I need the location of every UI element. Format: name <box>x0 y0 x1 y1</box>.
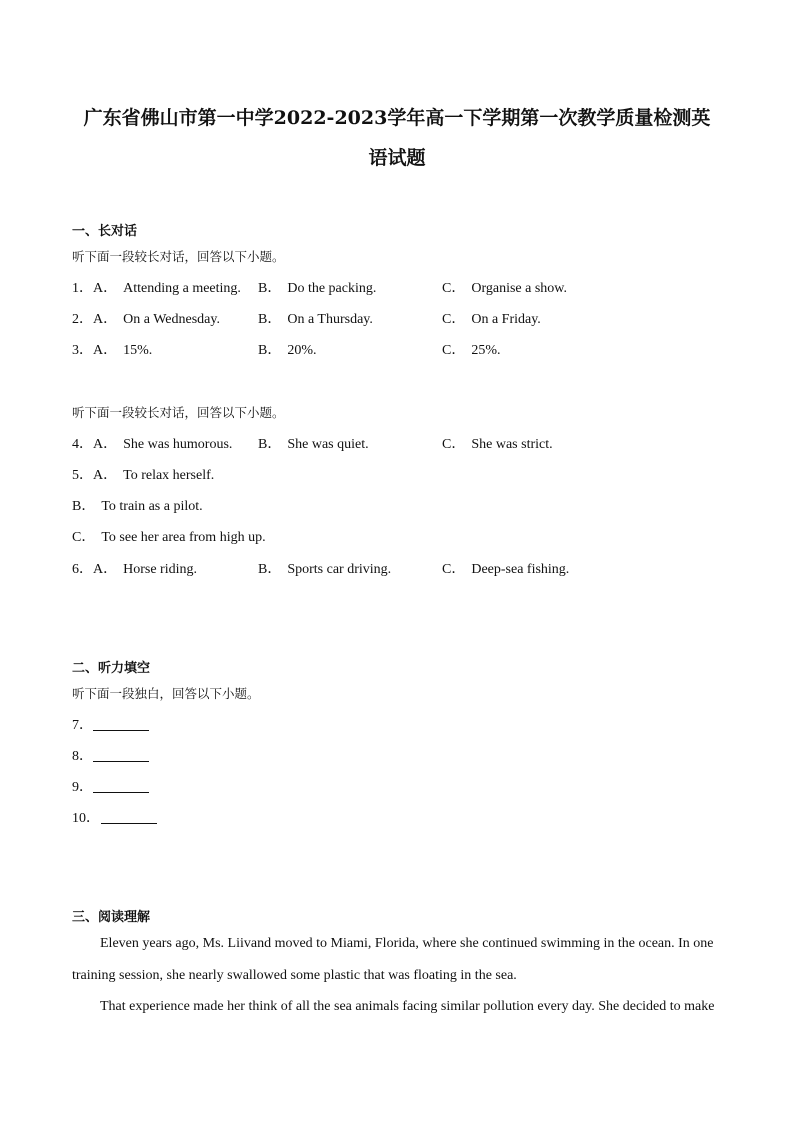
section-heading-listening-fill: 二、听力填空 <box>72 661 151 676</box>
section-instruction: 听下面一段独白，回答以下小题。 <box>72 686 260 701</box>
option-c: C． To see her area from high up. <box>72 530 266 545</box>
option-a: A． To relax herself. <box>93 468 215 483</box>
option-c: C． She was strict. <box>442 437 553 452</box>
blank-number: 9． <box>72 780 93 795</box>
paragraph-2-line-1: That experience made her think of all the sea animals facing similar pollution every day. She decided to make <box>100 999 715 1014</box>
option-b: B． She was quiet. <box>258 437 369 452</box>
answer-blank <box>101 823 157 824</box>
question-number: 3． <box>72 343 93 358</box>
blank-number: 7． <box>72 718 93 733</box>
option-a: A． Horse riding. <box>93 562 198 577</box>
option-c: C． Deep-sea fishing. <box>442 562 570 577</box>
option-b: B． On a Thursday. <box>258 312 373 327</box>
blank-row-8 <box>72 747 192 767</box>
answer-blank <box>93 761 149 762</box>
section-instruction: 听下面一段较长对话，回答以下小题。 <box>72 249 285 264</box>
paragraph-1-line-2: training session, she nearly swallowed some plastic that was floating in the sea. <box>72 968 517 983</box>
option-a: A． Attending a meeting. <box>93 281 241 296</box>
blank-row-10 <box>72 809 192 829</box>
document-title-line-2: 语试题 <box>368 147 426 169</box>
section-instruction: 听下面一段较长对话，回答以下小题。 <box>72 405 285 420</box>
blank-number: 10． <box>72 811 100 826</box>
answer-blank <box>93 792 149 793</box>
question-number: 5． <box>72 468 93 483</box>
option-b: B． To train as a pilot. <box>72 499 203 514</box>
paragraph-1-line-1: Eleven years ago, Ms. Liivand moved to Miami, Florida, where she continued swimming in the ocean. In one <box>100 936 714 951</box>
blank-row-9 <box>72 778 192 798</box>
question-number: 2． <box>72 312 93 327</box>
option-c: C． 25%. <box>442 343 501 358</box>
question-number: 6． <box>72 562 93 577</box>
option-b: B． Sports car driving. <box>258 562 392 577</box>
option-a: A． 15%. <box>93 343 153 358</box>
question-number: 1． <box>72 281 93 296</box>
answer-blank <box>93 730 149 731</box>
option-c: C． On a Friday. <box>442 312 541 327</box>
option-a: A． On a Wednesday. <box>93 312 220 327</box>
option-a: A． She was humorous. <box>93 437 233 452</box>
blank-row-7 <box>72 716 192 736</box>
document-title-line-1: 广东省佛山市第一中学2022-2023学年高一下学期第一次教学质量检测英 <box>83 107 711 129</box>
option-c: C． Organise a show. <box>442 281 567 296</box>
section-heading-long-dialogue: 一、长对话 <box>72 224 138 239</box>
blank-number: 8． <box>72 749 93 764</box>
question-number: 4． <box>72 437 93 452</box>
section-heading-reading: 三、阅读理解 <box>72 910 151 925</box>
option-b: B． Do the packing. <box>258 281 377 296</box>
option-b: B． 20%. <box>258 343 317 358</box>
